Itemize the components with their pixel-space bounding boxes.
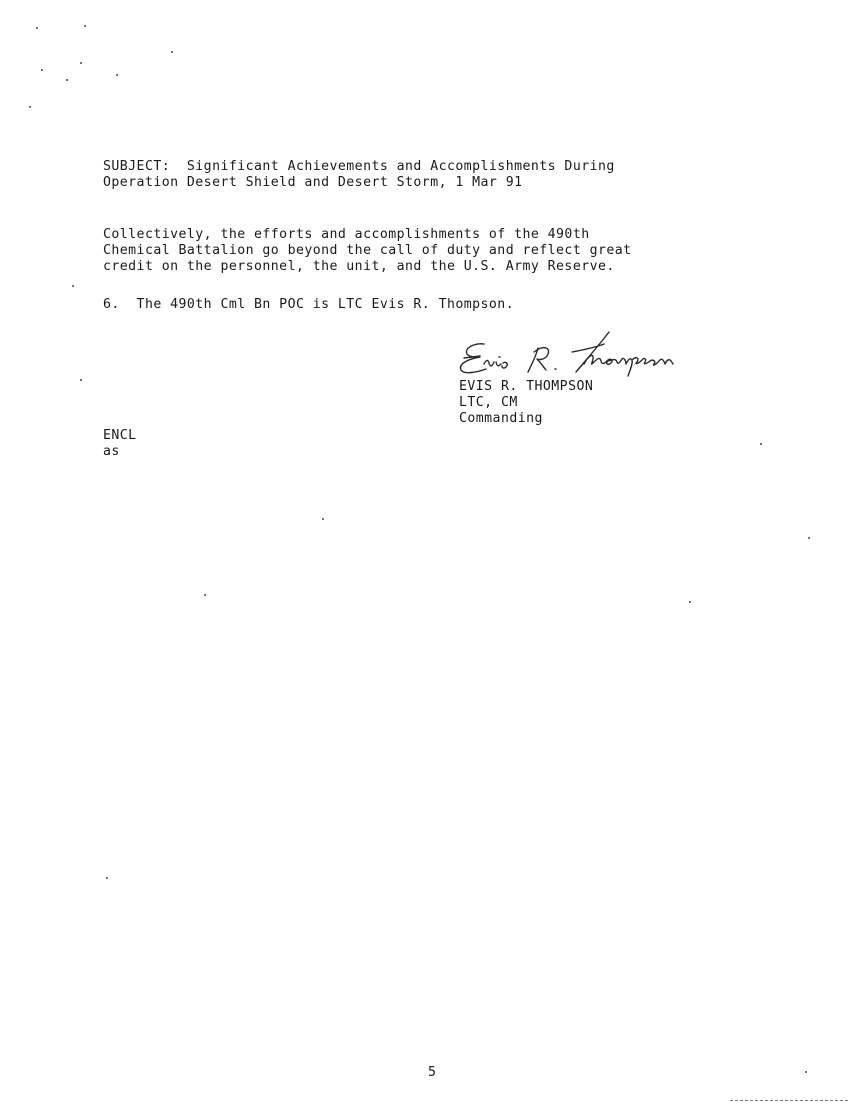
scan-speck bbox=[84, 25, 86, 27]
subject-line-2: Operation Desert Shield and Desert Storm, 1 Mar 91 bbox=[103, 175, 523, 190]
body-paragraph bbox=[103, 227, 632, 275]
footer-rule bbox=[730, 1100, 848, 1101]
scan-speck bbox=[66, 79, 68, 81]
signer-title: Commanding bbox=[459, 411, 543, 426]
page-number: 5 bbox=[428, 1065, 437, 1080]
enclosure-label: ENCL bbox=[103, 428, 137, 443]
signature-block bbox=[459, 379, 593, 427]
scan-speck bbox=[36, 27, 38, 29]
scan-speck bbox=[322, 518, 324, 520]
scan-speck bbox=[805, 1071, 807, 1073]
body-line-1: Collectively, the efforts and accomplishments of the 490th bbox=[103, 227, 590, 242]
body-line-3: credit on the personnel, the unit, and the U.S. Army Reserve. bbox=[103, 259, 615, 274]
scan-speck bbox=[171, 51, 173, 53]
scan-speck bbox=[116, 74, 118, 76]
scan-speck bbox=[80, 62, 82, 64]
scan-speck bbox=[106, 877, 108, 879]
signer-name: EVIS R. THOMPSON bbox=[459, 379, 594, 394]
scan-speck bbox=[760, 443, 762, 445]
paragraph-6: 6. The 490th Cml Bn POC is LTC Evis R. Thompson. bbox=[103, 297, 515, 312]
subject-block bbox=[103, 159, 615, 191]
scan-speck bbox=[808, 537, 810, 539]
enclosure-block bbox=[103, 428, 137, 460]
scan-speck bbox=[41, 69, 43, 71]
scan-speck bbox=[689, 601, 691, 603]
enclosure-value: as bbox=[103, 444, 120, 459]
signer-rank: LTC, CM bbox=[459, 395, 518, 410]
scan-speck bbox=[29, 106, 31, 108]
scan-speck bbox=[80, 379, 82, 381]
handwritten-signature bbox=[454, 326, 684, 386]
subject-line-1: SUBJECT: Significant Achievements and Accomplishments During bbox=[103, 159, 615, 174]
scan-speck bbox=[72, 285, 74, 287]
scan-speck bbox=[204, 594, 206, 596]
body-line-2: Chemical Battalion go beyond the call of duty and reflect great bbox=[103, 243, 632, 258]
